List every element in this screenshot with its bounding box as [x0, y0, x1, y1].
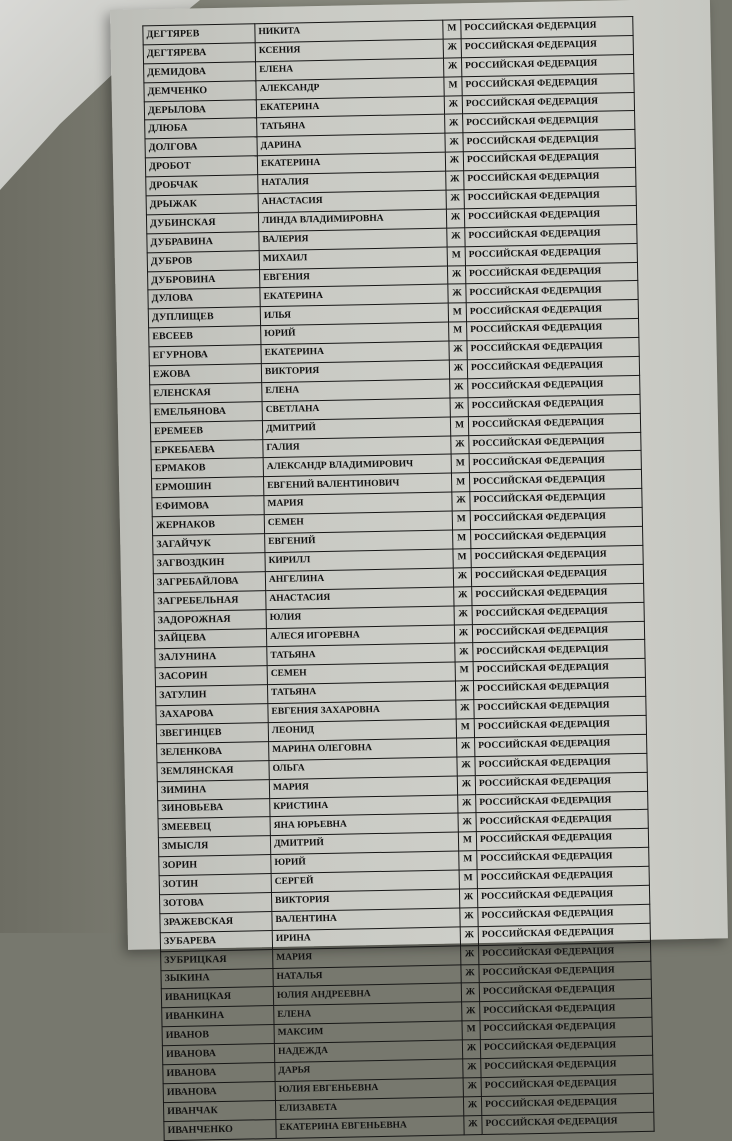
- first-name-cell: АЛЕСЯ ИГОРЕВНА: [266, 625, 454, 647]
- first-name-cell: ЕКАТЕРИНА: [260, 285, 448, 307]
- country-cell: РОССИЙСКАЯ ФЕДЕРАЦИЯ: [472, 621, 644, 643]
- last-name-cell: ЕВСЕЕВ: [149, 326, 261, 347]
- sex-cell: М: [447, 246, 465, 265]
- last-name-cell: ЗЕМЛЯНСКАЯ: [157, 760, 269, 781]
- sex-cell: Ж: [463, 1059, 481, 1078]
- first-name-cell: ИЛЬЯ: [260, 303, 448, 325]
- country-cell: РОССИЙСКАЯ ФЕДЕРАЦИЯ: [481, 1055, 653, 1077]
- last-name-cell: ДУБРОВ: [147, 250, 259, 271]
- country-cell: РОССИЙСКАЯ ФЕДЕРАЦИЯ: [471, 564, 643, 586]
- first-name-cell: ЛИНДА ВЛАДИМИРОВНА: [258, 209, 446, 231]
- sex-cell: М: [453, 530, 471, 549]
- sex-cell: Ж: [461, 964, 479, 983]
- first-name-cell: НАТАЛИЯ: [258, 171, 446, 193]
- sex-cell: Ж: [462, 1002, 480, 1021]
- last-name-cell: ЗАДОРОЖНАЯ: [154, 609, 266, 630]
- country-cell: РОССИЙСКАЯ ФЕДЕРАЦИЯ: [475, 753, 647, 775]
- sex-cell: М: [458, 832, 476, 851]
- last-name-cell: ЗЕЛЕНКОВА: [157, 741, 269, 762]
- first-name-cell: ОЛЬГА: [269, 757, 457, 779]
- last-name-cell: ЕРКЕБАЕВА: [151, 439, 263, 460]
- country-cell: РОССИЙСКАЯ ФЕДЕРАЦИЯ: [473, 678, 645, 700]
- first-name-cell: МИХАИЛ: [259, 247, 447, 269]
- last-name-cell: ЗАГРЕБАЙЛОВА: [153, 571, 265, 592]
- last-name-cell: ДУПЛИЩЕВ: [148, 307, 260, 328]
- last-name-cell: ЕГУРНОВА: [149, 345, 261, 366]
- first-name-cell: ЕЛИЗАВЕТА: [275, 1097, 463, 1119]
- first-name-cell: НАДЕЖДА: [274, 1040, 462, 1062]
- last-name-cell: ИВАНЧЕНКО: [164, 1119, 276, 1140]
- sex-cell: М: [443, 20, 461, 39]
- first-name-cell: ЕВГЕНИЙ ВАЛЕНТИНОВИЧ: [263, 473, 451, 495]
- last-name-cell: ДУБРАВИНА: [147, 231, 259, 252]
- last-name-cell: ДРОБЧАК: [146, 175, 258, 196]
- last-name-cell: ЗУБРИЦКАЯ: [161, 949, 273, 970]
- last-name-cell: ЗАЛУНИНА: [155, 647, 267, 668]
- country-cell: РОССИЙСКАЯ ФЕДЕРАЦИЯ: [471, 526, 643, 548]
- last-name-cell: ИВАНКИНА: [162, 1006, 274, 1027]
- sex-cell: Ж: [454, 586, 472, 605]
- last-name-cell: ЗАГАЙЧУК: [153, 534, 265, 555]
- sex-cell: Ж: [443, 39, 461, 58]
- last-name-cell: ЗОРИН: [159, 855, 271, 876]
- first-name-cell: ЛЕОНИД: [268, 719, 456, 741]
- last-name-cell: ИВАНИЦКАЯ: [161, 987, 273, 1008]
- country-cell: РОССИЙСКАЯ ФЕДЕРАЦИЯ: [477, 866, 649, 888]
- country-cell: РОССИЙСКАЯ ФЕДЕРАЦИЯ: [470, 489, 642, 511]
- last-name-cell: ДЕМЧЕНКО: [144, 80, 256, 101]
- sex-cell: Ж: [448, 284, 466, 303]
- last-name-cell: ДОЛГОВА: [145, 137, 257, 158]
- country-cell: РОССИЙСКАЯ ФЕДЕРАЦИЯ: [476, 810, 648, 832]
- sex-cell: Ж: [458, 813, 476, 832]
- country-cell: РОССИЙСКАЯ ФЕДЕРАЦИЯ: [477, 848, 649, 870]
- first-name-cell: ЮЛИЯ: [266, 606, 454, 628]
- last-name-cell: ДРОБОТ: [145, 156, 257, 177]
- country-cell: РОССИЙСКАЯ ФЕДЕРАЦИЯ: [482, 1112, 654, 1134]
- last-name-cell: ИВАНОВА: [162, 1044, 274, 1065]
- first-name-cell: ЕКАТЕРИНА: [257, 152, 445, 174]
- first-name-cell: ТАТЬЯНА: [267, 681, 455, 703]
- sex-cell: М: [456, 719, 474, 738]
- last-name-cell: ИВАНЧАК: [163, 1100, 275, 1121]
- last-name-cell: ЗОТОВА: [159, 893, 271, 914]
- last-name-cell: ЕРМОШИН: [152, 477, 264, 498]
- last-name-cell: ЕЖОВА: [149, 364, 261, 385]
- country-cell: РОССИЙСКАЯ ФЕДЕРАЦИЯ: [479, 961, 651, 983]
- first-name-cell: КСЕНИЯ: [255, 39, 443, 61]
- last-name-cell: ДУЛОВА: [148, 288, 260, 309]
- first-name-cell: МАРИНА ОЛЕГОВНА: [269, 738, 457, 760]
- country-cell: РОССИЙСКАЯ ФЕДЕРАЦИЯ: [470, 508, 642, 530]
- sex-cell: М: [451, 454, 469, 473]
- sex-cell: Ж: [447, 265, 465, 284]
- country-cell: РОССИЙСКАЯ ФЕДЕРАЦИЯ: [480, 1017, 652, 1039]
- last-name-cell: ЗРАЖЕВСКАЯ: [160, 911, 272, 932]
- first-name-cell: ДМИТРИЙ: [270, 832, 458, 854]
- last-name-cell: ЗИМИНА: [157, 779, 269, 800]
- first-name-cell: АЛЕКСАНДР ВЛАДИМИРОВИЧ: [263, 455, 451, 477]
- first-name-cell: МАРИЯ: [273, 946, 461, 968]
- sex-cell: Ж: [445, 152, 463, 171]
- country-cell: РОССИЙСКАЯ ФЕДЕРАЦИЯ: [461, 16, 633, 38]
- first-name-cell: ВАЛЕРИЯ: [259, 228, 447, 250]
- last-name-cell: ДРЫЖАК: [146, 194, 258, 215]
- last-name-cell: ДЕРЫЛОВА: [144, 99, 256, 120]
- last-name-cell: ЗАСОРИН: [155, 666, 267, 687]
- last-name-cell: ЗАХАРОВА: [156, 704, 268, 725]
- country-cell: РОССИЙСКАЯ ФЕДЕРАЦИЯ: [462, 92, 634, 114]
- sex-cell: Ж: [457, 775, 475, 794]
- last-name-cell: ЗИНОВЬЕВА: [158, 798, 270, 819]
- first-name-cell: ЮЛИЯ АНДРЕЕВНА: [273, 983, 461, 1005]
- first-name-cell: КИРИЛЛ: [265, 549, 453, 571]
- last-name-cell: ЗОТИН: [159, 874, 271, 895]
- last-name-cell: ЗАЙЦЕВА: [154, 628, 266, 649]
- country-cell: РОССИЙСКАЯ ФЕДЕРАЦИЯ: [478, 904, 650, 926]
- last-name-cell: ЕРЕМЕЕВ: [150, 420, 262, 441]
- first-name-cell: ДАРИНА: [257, 133, 445, 155]
- first-name-cell: СВЕТЛАНА: [262, 398, 450, 420]
- sex-cell: Ж: [446, 171, 464, 190]
- first-name-cell: ЮРИЙ: [271, 851, 459, 873]
- sex-cell: Ж: [445, 114, 463, 133]
- first-name-cell: ЮЛИЯ ЕВГЕНЬЕВНА: [275, 1078, 463, 1100]
- country-cell: РОССИЙСКАЯ ФЕДЕРАЦИЯ: [463, 149, 635, 171]
- sex-cell: М: [444, 76, 462, 95]
- sex-cell: М: [459, 870, 477, 889]
- last-name-cell: ИВАНОВА: [163, 1063, 275, 1084]
- country-cell: РОССИЙСКАЯ ФЕДЕРАЦИЯ: [479, 980, 651, 1002]
- country-cell: РОССИЙСКАЯ ФЕДЕРАЦИЯ: [468, 394, 640, 416]
- paper-sheet: [110, 0, 728, 1136]
- sex-cell: Ж: [457, 737, 475, 756]
- last-name-cell: ЗУБАРЕВА: [160, 930, 272, 951]
- country-cell: РОССИЙСКАЯ ФЕДЕРАЦИЯ: [469, 432, 641, 454]
- last-name-cell: ЕМЕЛЬЯНОВА: [150, 401, 262, 422]
- first-name-cell: ДАРЬЯ: [275, 1059, 463, 1081]
- country-cell: РОССИЙСКАЯ ФЕДЕРАЦИЯ: [468, 413, 640, 435]
- first-name-cell: ИРИНА: [272, 927, 460, 949]
- sex-cell: Ж: [461, 983, 479, 1002]
- sex-cell: Ж: [462, 1040, 480, 1059]
- first-name-cell: ВАЛЕНТИНА: [272, 908, 460, 930]
- country-cell: РОССИЙСКАЯ ФЕДЕРАЦИЯ: [475, 734, 647, 756]
- country-cell: РОССИЙСКАЯ ФЕДЕРАЦИЯ: [463, 111, 635, 133]
- sex-cell: М: [448, 303, 466, 322]
- sex-cell: Ж: [461, 945, 479, 964]
- sex-cell: Ж: [443, 58, 461, 77]
- first-name-cell: ЕВГЕНИЯ: [260, 266, 448, 288]
- country-cell: РОССИЙСКАЯ ФЕДЕРАЦИЯ: [465, 224, 637, 246]
- last-name-cell: ЗВЕГИНЦЕВ: [156, 723, 268, 744]
- first-name-cell: ЕЛЕНА: [274, 1002, 462, 1024]
- country-cell: РОССИЙСКАЯ ФЕДЕРАЦИЯ: [466, 300, 638, 322]
- last-name-cell: ЖЕРНАКОВ: [152, 515, 264, 536]
- country-cell: РОССИЙСКАЯ ФЕДЕРАЦИЯ: [476, 829, 648, 851]
- first-name-cell: ЕКАТЕРИНА: [256, 96, 444, 118]
- first-name-cell: ЕВГЕНИЯ ЗАХАРОВНА: [268, 700, 456, 722]
- sex-cell: М: [459, 851, 477, 870]
- country-cell: РОССИЙСКАЯ ФЕДЕРАЦИЯ: [478, 923, 650, 945]
- first-name-cell: ВИКТОРИЯ: [261, 360, 449, 382]
- country-cell: РОССИЙСКАЯ ФЕДЕРАЦИЯ: [475, 772, 647, 794]
- last-name-cell: ЗМЫСЛЯ: [158, 836, 270, 857]
- country-cell: РОССИЙСКАЯ ФЕДЕРАЦИЯ: [464, 168, 636, 190]
- first-name-cell: СЕМЕН: [267, 662, 455, 684]
- country-cell: РОССИЙСКАЯ ФЕДЕРАЦИЯ: [461, 54, 633, 76]
- first-name-cell: ЕЛЕНА: [256, 58, 444, 80]
- first-name-cell: МАРИЯ: [264, 492, 452, 514]
- country-cell: РОССИЙСКАЯ ФЕДЕРАЦИЯ: [465, 243, 637, 265]
- country-cell: РОССИЙСКАЯ ФЕДЕРАЦИЯ: [474, 696, 646, 718]
- sex-cell: Ж: [464, 1115, 482, 1134]
- first-name-cell: ЮРИЙ: [261, 322, 449, 344]
- country-cell: РОССИЙСКАЯ ФЕДЕРАЦИЯ: [474, 715, 646, 737]
- sex-cell: Ж: [455, 643, 473, 662]
- last-name-cell: ДЕГТЯРЕВ: [143, 24, 255, 45]
- country-cell: РОССИЙСКАЯ ФЕДЕРАЦИЯ: [462, 73, 634, 95]
- first-name-cell: АНАСТАСИЯ: [266, 587, 454, 609]
- sex-cell: Ж: [451, 435, 469, 454]
- country-cell: РОССИЙСКАЯ ФЕДЕРАЦИЯ: [473, 640, 645, 662]
- sex-cell: Ж: [453, 567, 471, 586]
- country-cell: РОССИЙСКАЯ ФЕДЕРАЦИЯ: [471, 545, 643, 567]
- country-cell: РОССИЙСКАЯ ФЕДЕРАЦИЯ: [472, 602, 644, 624]
- sex-cell: Ж: [449, 360, 467, 379]
- country-cell: РОССИЙСКАЯ ФЕДЕРАЦИЯ: [469, 451, 641, 473]
- sex-cell: М: [450, 416, 468, 435]
- country-cell: РОССИЙСКАЯ ФЕДЕРАЦИЯ: [466, 281, 638, 303]
- sex-cell: Ж: [463, 1096, 481, 1115]
- last-name-cell: ДУБРОВИНА: [148, 269, 260, 290]
- country-cell: РОССИЙСКАЯ ФЕДЕРАЦИЯ: [464, 186, 636, 208]
- last-name-cell: ИВАНОВА: [163, 1081, 275, 1102]
- first-name-cell: МАРИЯ: [269, 776, 457, 798]
- country-cell: РОССИЙСКАЯ ФЕДЕРАЦИЯ: [461, 35, 633, 57]
- table-body: [143, 16, 654, 1140]
- sex-cell: Ж: [460, 907, 478, 926]
- country-cell: РОССИЙСКАЯ ФЕДЕРАЦИЯ: [480, 999, 652, 1021]
- participants-table: [142, 16, 654, 1141]
- country-cell: РОССИЙСКАЯ ФЕДЕРАЦИЯ: [477, 885, 649, 907]
- country-cell: РОССИЙСКАЯ ФЕДЕРАЦИЯ: [468, 375, 640, 397]
- first-name-cell: ЕЛЕНА: [262, 379, 450, 401]
- sex-cell: М: [452, 511, 470, 530]
- last-name-cell: ДЕГТЯРЕВА: [143, 43, 255, 64]
- first-name-cell: КРИСТИНА: [270, 794, 458, 816]
- first-name-cell: ГАЛИЯ: [263, 436, 451, 458]
- last-name-cell: ЗМЕЕВЕЦ: [158, 817, 270, 838]
- country-cell: РОССИЙСКАЯ ФЕДЕРАЦИЯ: [481, 1074, 653, 1096]
- sex-cell: Ж: [452, 492, 470, 511]
- sex-cell: Ж: [454, 605, 472, 624]
- country-cell: РОССИЙСКАЯ ФЕДЕРАЦИЯ: [463, 130, 635, 152]
- first-name-cell: ЕКАТЕРИНА: [261, 341, 449, 363]
- sex-cell: Ж: [444, 95, 462, 114]
- sex-cell: Ж: [449, 341, 467, 360]
- sex-cell: Ж: [446, 209, 464, 228]
- country-cell: РОССИЙСКАЯ ФЕДЕРАЦИЯ: [480, 1036, 652, 1058]
- sex-cell: Ж: [458, 794, 476, 813]
- first-name-cell: ДМИТРИЙ: [262, 417, 450, 439]
- last-name-cell: ЗАГРЕБЕЛЬНАЯ: [154, 590, 266, 611]
- sex-cell: Ж: [446, 190, 464, 209]
- sex-cell: Ж: [447, 228, 465, 247]
- first-name-cell: ЯНА ЮРЬЕВНА: [270, 813, 458, 835]
- first-name-cell: ЕВГЕНИЙ: [265, 530, 453, 552]
- sex-cell: Ж: [445, 133, 463, 152]
- sex-cell: Ж: [459, 889, 477, 908]
- country-cell: РОССИЙСКАЯ ФЕДЕРАЦИЯ: [472, 583, 644, 605]
- first-name-cell: ВИКТОРИЯ: [271, 889, 459, 911]
- country-cell: РОССИЙСКАЯ ФЕДЕРАЦИЯ: [476, 791, 648, 813]
- sex-cell: М: [462, 1021, 480, 1040]
- sex-cell: М: [449, 322, 467, 341]
- last-name-cell: ИВАНОВ: [162, 1025, 274, 1046]
- sex-cell: Ж: [450, 398, 468, 417]
- first-name-cell: АЛЕКСАНДР: [256, 77, 444, 99]
- country-cell: РОССИЙСКАЯ ФЕДЕРАЦИЯ: [479, 942, 651, 964]
- last-name-cell: ДЕМИДОВА: [144, 61, 256, 82]
- first-name-cell: АНГЕЛИНА: [265, 568, 453, 590]
- country-cell: РОССИЙСКАЯ ФЕДЕРАЦИЯ: [467, 356, 639, 378]
- country-cell: РОССИЙСКАЯ ФЕДЕРАЦИЯ: [467, 319, 639, 341]
- sex-cell: Ж: [460, 926, 478, 945]
- sex-cell: М: [451, 473, 469, 492]
- first-name-cell: ТАТЬЯНА: [257, 115, 445, 137]
- first-name-cell: МАКСИМ: [274, 1021, 462, 1043]
- last-name-cell: ЗЫКИНА: [161, 968, 273, 989]
- country-cell: РОССИЙСКАЯ ФЕДЕРАЦИЯ: [469, 470, 641, 492]
- first-name-cell: ЕКАТЕРИНА ЕВГЕНЬЕВНА: [276, 1116, 464, 1138]
- sex-cell: Ж: [456, 700, 474, 719]
- sex-cell: Ж: [450, 379, 468, 398]
- last-name-cell: ЕФИМОВА: [152, 496, 264, 517]
- last-name-cell: ЗАТУЛИН: [156, 685, 268, 706]
- country-cell: РОССИЙСКАЯ ФЕДЕРАЦИЯ: [467, 338, 639, 360]
- last-name-cell: ЕРМАКОВ: [151, 458, 263, 479]
- last-name-cell: ДЛЮБА: [145, 118, 257, 139]
- sex-cell: Ж: [455, 681, 473, 700]
- last-name-cell: ДУБИНСКАЯ: [146, 213, 258, 234]
- first-name-cell: АНАСТАСИЯ: [258, 190, 446, 212]
- sex-cell: М: [453, 549, 471, 568]
- last-name-cell: ЗАГВОЗДКИН: [153, 553, 265, 574]
- first-name-cell: СЕРГЕЙ: [271, 870, 459, 892]
- sex-cell: Ж: [463, 1077, 481, 1096]
- country-cell: РОССИЙСКАЯ ФЕДЕРАЦИЯ: [473, 659, 645, 681]
- sex-cell: М: [455, 662, 473, 681]
- first-name-cell: СЕМЕН: [264, 511, 452, 533]
- first-name-cell: НАТАЛЬЯ: [273, 964, 461, 986]
- country-cell: РОССИЙСКАЯ ФЕДЕРАЦИЯ: [464, 205, 636, 227]
- first-name-cell: ТАТЬЯНА: [267, 643, 455, 665]
- country-cell: РОССИЙСКАЯ ФЕДЕРАЦИЯ: [481, 1093, 653, 1115]
- country-cell: РОССИЙСКАЯ ФЕДЕРАЦИЯ: [465, 262, 637, 284]
- first-name-cell: НИКИТА: [255, 20, 443, 42]
- last-name-cell: ЕЛЕНСКАЯ: [150, 383, 262, 404]
- sex-cell: Ж: [457, 756, 475, 775]
- sex-cell: Ж: [454, 624, 472, 643]
